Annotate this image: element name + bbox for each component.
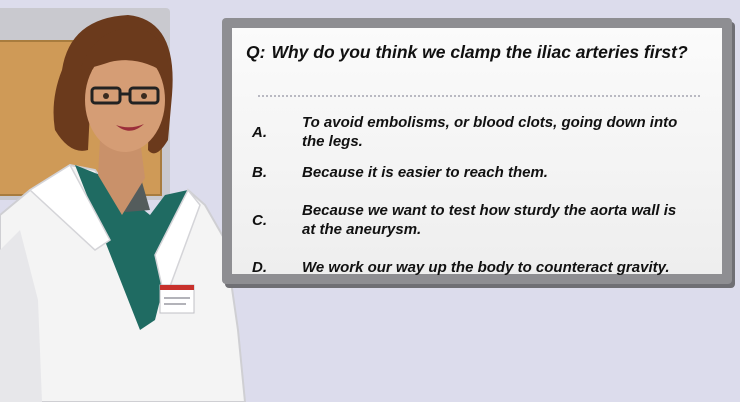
- option-letter: A.: [252, 123, 267, 141]
- option-letter: B.: [252, 163, 267, 181]
- answer-option-a[interactable]: [252, 112, 692, 152]
- option-letter: D.: [252, 258, 267, 276]
- question-body: Why do you think we clamp the iliac arteries first?: [271, 42, 688, 62]
- answer-option-b[interactable]: [252, 161, 692, 183]
- answer-option-d[interactable]: [252, 256, 692, 278]
- question-text: [246, 42, 712, 63]
- board-surface: [232, 28, 722, 274]
- option-text: To avoid embolisms, or blood clots, going down into the legs.: [302, 114, 678, 150]
- option-text: We work our way up the body to counteract gravity.: [302, 258, 670, 276]
- question-prefix: Q:: [246, 42, 266, 62]
- option-text: Because we want to test how sturdy the aorta wall is at the aneurysm.: [302, 202, 677, 238]
- option-text: Because it is easier to reach them.: [302, 163, 548, 181]
- answer-option-c[interactable]: [252, 200, 692, 240]
- question-divider: [258, 95, 700, 97]
- doctor-character: [0, 0, 260, 402]
- question-board: [222, 18, 732, 284]
- option-letter: C.: [252, 211, 267, 229]
